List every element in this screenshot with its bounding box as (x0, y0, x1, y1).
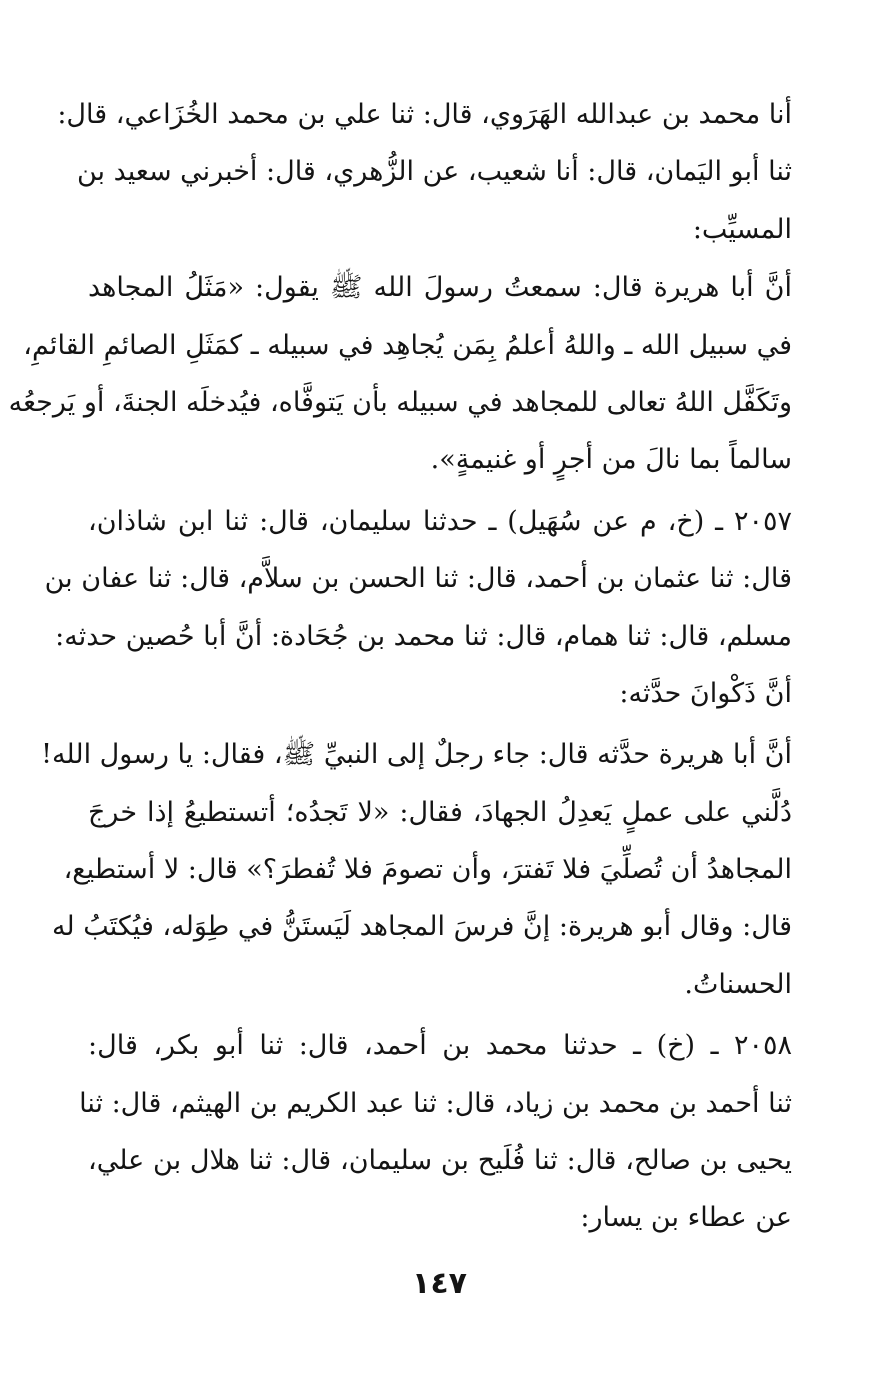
text-line: سالماً بما نالَ من أجرٍ أو غنيمةٍ». (430, 444, 792, 476)
text-line: الحسناتُ. (684, 968, 792, 1000)
paragraph-isnad-2058 (79, 1017, 792, 1247)
paragraph-hadith-2057 (41, 726, 792, 1013)
text-line: قال: وقال أبو هريرة: إنَّ فرسَ المجاهد لَيَستَنُّ في طِوَله، فيُكتَبُ له (51, 911, 792, 943)
page-number: ١٤٧ (412, 1266, 467, 1301)
text-line: أنَّ ذَكْوانَ حدَّثه: (619, 677, 792, 709)
paragraph-isnad-1 (57, 86, 792, 258)
text-line: ٢٠٥٨ ـ (خ) ـ حدثنا محمد بن أحمد، قال: ثنا أبو بكر، قال: (88, 1030, 792, 1062)
text-line: أنَّ أبا هريرة قال: سمعتُ رسولَ الله ﷺ يقول: «مَثَلُ المجاهد (88, 272, 792, 304)
text-line: ثنا أحمد بن محمد بن زياد، قال: ثنا عبد الكريم بن الهيثم، قال: ثنا (79, 1087, 792, 1119)
text-line: أنا محمد بن عبدالله الهَرَوي، قال: ثنا علي بن محمد الخُزَاعي، قال: (57, 99, 792, 130)
text-line: المسيِّب: (692, 213, 792, 245)
text-line: دُلَّني على عملٍ يَعدِلُ الجهادَ، فقال: «لا تَجدُه؛ أتستطيعُ إذا خرجَ (88, 796, 792, 828)
text-line: في سبيل الله ـ واللهُ أعلمُ بِمَن يُجاهِد في سبيله ـ كمَثَلِ الصائمِ القائمِ، (23, 329, 792, 361)
text-line: يحيى بن صالح، قال: ثنا فُلَيح بن سليمان، قال: ثنا هلال بن علي، (88, 1145, 792, 1177)
text-line: ثنا أبو اليَمان، قال: أنا شعيب، عن الزُّهري، قال: أخبرني سعيد بن (76, 156, 792, 188)
text-line: المجاهدُ أن تُصلِّيَ فلا تَفترَ، وأن تصومَ فلا تُفطرَ؟» قال: لا أستطيع، (63, 854, 792, 886)
text-line: مسلم، قال: ثنا همام، قال: ثنا محمد بن جُحَادة: أنَّ أبا حُصين حدثه: (55, 620, 792, 652)
text-line: وتَكَفَّل اللهُ تعالى للمجاهد في سبيله بأن يَتوفَّاه، فيُدخلَه الجنةَ، أو يَرجعُه (8, 386, 792, 418)
page-text (8, 86, 792, 1248)
text-line: أنَّ أبا هريرة حدَّثه قال: جاء رجلٌ إلى النبيِّ ﷺ، فقال: يا رسول الله! (41, 739, 792, 771)
paragraph-hadith-1 (8, 259, 792, 489)
text-line: ٢٠٥٧ ـ (خ، م عن سُهَيل) ـ حدثنا سليمان، قال: ثنا ابن شاذان، (88, 505, 792, 537)
text-line: عن عطاء بن يسار: (580, 1202, 792, 1234)
paragraph-isnad-2057 (44, 493, 792, 723)
text-line: قال: ثنا عثمان بن أحمد، قال: ثنا الحسن بن سلاَّم، قال: ثنا عفان بن (44, 563, 792, 595)
